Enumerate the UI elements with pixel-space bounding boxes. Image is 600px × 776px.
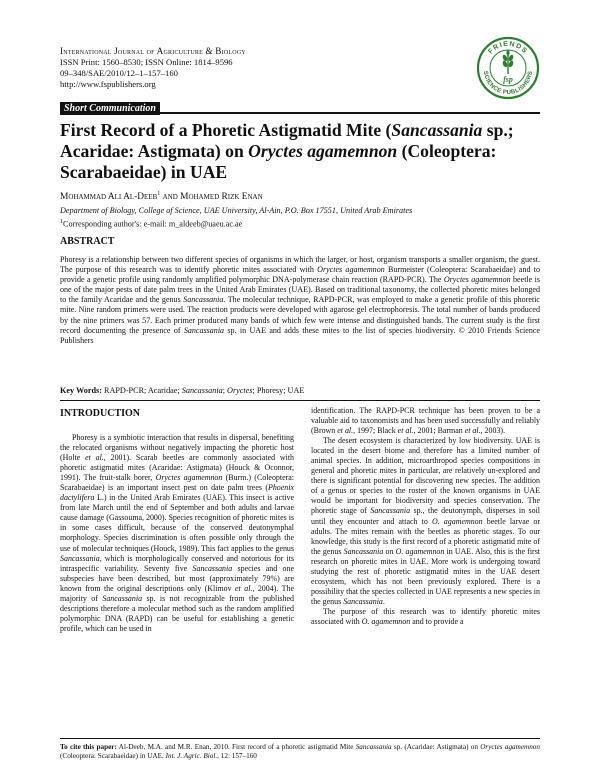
logo-top-text: FRIENDS — [487, 40, 529, 56]
introduction-heading: INTRODUCTION — [60, 408, 141, 419]
intro-paragraph-1: Phoresy is a symbiotic interaction that results in dispersal, benefiting the relocated organisms without negatively impacting the phoretic host (Holte et al., 2001). Scarab beetles are commonly associated with phoretic astigmatid mites (Acaridae: Astigmata) (Houck & Oconnor, 1991). The fruit-stalk borer, Oryctes agamemnon (Burm.) (Coleoptera: Scarabaeidae) is an important insect pest on date palm trees (Phoenix dactylifera L.) in the United Arab Emirates (UAE). This insect is active from late March until the end of September and both adults and larvae cause damage (Gassouma, 2000). Species recognition of phoretic mites is in some cases difficult, because of the conserved deutonymphal morphology. Species discrimination is often possible only through the use of molecular techniques (Houck, 1989). This fact applies to the genus Sancassania, which is morphologically conserved and notorious for its intraspecific variability. Seventy five Sancassania species and one subspecies have been described, but most (approximately 79%) are known from the original descriptions only (Klimov et al., 2004). The majority of Sancassania sp. is not recognizable from the published descriptions therefore a molecular method such as the random amplified polymorphic DNA (RAPD) can be useful for establishing a genetic profile, which can be used in — [60, 433, 295, 633]
affiliation — [60, 206, 540, 230]
affiliation-address: Department of Biology, College of Science, UAE University, Al-Ain, P.O. Box 17551, United Arab Emirates — [60, 206, 413, 215]
author-list: Mohammad Ali Al-Deeb$^1$ and Mohamed Rizk Enan — [60, 191, 263, 203]
intro-paragraph-3: The desert ecosystem is characterized by low biodiversity. UAE is located in the desert biome and therefore has a limited number of animal species. In addition, microarthropod species compositions in general and phoretic mites in particular, are relatively un-explored and there is significant potential for discovering new species. The addition of a genus or species to the roster of the known organisms in UAE would be important for biodiversity and species conservation. The phoretic stage of Sancassania sp., the deutonymph, disperses in soil until they encounter and attach to O. agamemnon beetle larvae or adults. The mites remain with the beetles as phoretic stages. To our knowledge, this study is the first record of a phoretic astigmatid mite of the genus Sancassania on O. agamemnon in UAE. Also, this is the first research on phoretic mites in UAE. More work is undergoing toward studying the rest of phoretic astigmatid mites in the UAE desert ecosystem, which has not been previously explored. There is a possibility that the species collected in UAE represents a new species in the genus Sancassania. — [311, 436, 540, 606]
left-column — [60, 433, 294, 634]
publisher-url: http://www.fspublishers.org — [60, 79, 156, 89]
journal-name: International Journal of Agriculture & Biology — [60, 46, 246, 56]
logo-bottom-text: SCIENCE PUBLISHERS — [481, 70, 535, 97]
author-2: Mohamed Rizk Enan — [180, 192, 263, 203]
section-label: Short Communication — [60, 98, 540, 114]
journal-header — [60, 46, 480, 90]
abstract-heading: ABSTRACT — [60, 236, 115, 247]
article-code: 09–348/SAE/2010/12–1–157–160 — [60, 68, 178, 78]
right-column — [311, 406, 540, 627]
paper-title: First Record of a Phoretic Astigmatid Mite (Sancassania sp.; Acaridae: Astigmata) on Oryctes agamemnon (Coleoptera: Scarabaeidae) in UAE — [60, 120, 514, 182]
issn-line: ISSN Print: 1560–8530; ISSN Online: 1814–9596 — [60, 57, 233, 67]
section-divider — [60, 400, 540, 401]
logo-center-text: fsp — [503, 75, 513, 84]
keywords: Key Words: RAPD-PCR; Acaridae; Sancassania; Oryctes; Phoresy; UAE — [60, 386, 305, 395]
footer-divider — [60, 738, 540, 739]
citation-footer: To cite this paper: Al-Deeb, M.A. and M.R. Enan, 2010. First record of a phoretic astigmatid Mite Sancassania sp. (Acaridae: Astigmata) on Oryctes agamemnon (Coleoptera: Scarabaeidae) in UAE. Int. J. Agric. Biol., 12: 157–160 — [60, 743, 540, 760]
corresponding-author: $^1$Corresponding author's: e-mail: m_aldeeb@uaeu.ac.ae — [60, 218, 243, 229]
author-1: Mohammad Ali Al-Deeb — [60, 192, 158, 203]
intro-paragraph-4: The purpose of this research was to identify phoretic mites associated with O. agamemnon and to provide a — [311, 606, 540, 626]
intro-paragraph-2: identification. The RAPD-PCR technique has been proven to be a valuable aid to taxonomists and has been used successfully and reliably (Brown et al., 1997; Black et al., 2001; Barman et al., 2003). — [311, 406, 540, 436]
abstract-text: Phoresy is a relationship between two different species of organisms in which the larger, or host, organism transports a smaller organism, the guest. The purpose of this research was to identify phoretic mites associated with Oryctes agamemnon Burmeister (Coleoptera: Scarabaeidae) and to provide a genetic profile using randomly amplified polymorphic DNA-polymerase chain reaction (RAPD-PCR). The Oryctes agamemnon beetle is one of the major pests of date palm trees in the United Arab Emirates (UAE). Based on traditional taxonomy, the collected phoretic mites belonged to the family Acaridae and the genus Sancassania. The molecular technique, RAPD-PCR, was employed to make a genetic profile of this phoretic mite. Nine random primers were used. The reaction products were developed with agarose gel electrophoresis. The total number of bands produced by the nine primers was 57. Each primer produced many bands of which few were intense and distinguished bands. The current study is the first record documenting the presence of Sancassania sp. in UAE and adds these mites to the list of species biodiversity. © 2010 Friends Science Publishers — [60, 255, 541, 345]
publisher-logo — [476, 36, 540, 100]
